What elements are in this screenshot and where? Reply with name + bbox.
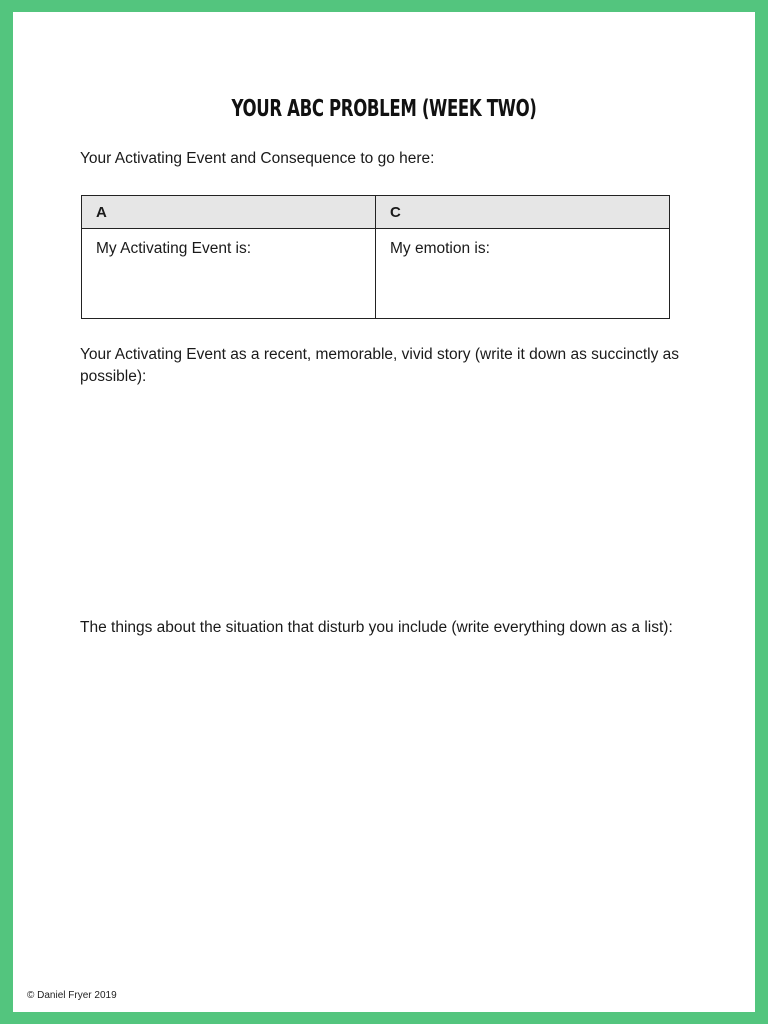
page-title: YOUR ABC PROBLEM (WEEK TWO)	[231, 96, 537, 122]
emotion-cell[interactable]: My emotion is:	[390, 240, 490, 257]
intro-prompt: Your Activating Event and Consequence to go here:	[80, 150, 435, 167]
copyright-footer: © Daniel Fryer 2019	[27, 990, 117, 1001]
worksheet-page	[13, 12, 755, 1012]
disturb-prompt: The things about the situation that disturb you include (write everything down as a list):	[80, 619, 673, 636]
activating-event-cell[interactable]: My Activating Event is:	[82, 229, 376, 318]
table-header-c: C	[376, 196, 669, 229]
table-header-a: A	[82, 196, 376, 229]
abc-table	[81, 195, 670, 319]
story-prompt: Your Activating Event as a recent, memorable, vivid story (write it down as succinctly as possible):	[80, 346, 680, 385]
